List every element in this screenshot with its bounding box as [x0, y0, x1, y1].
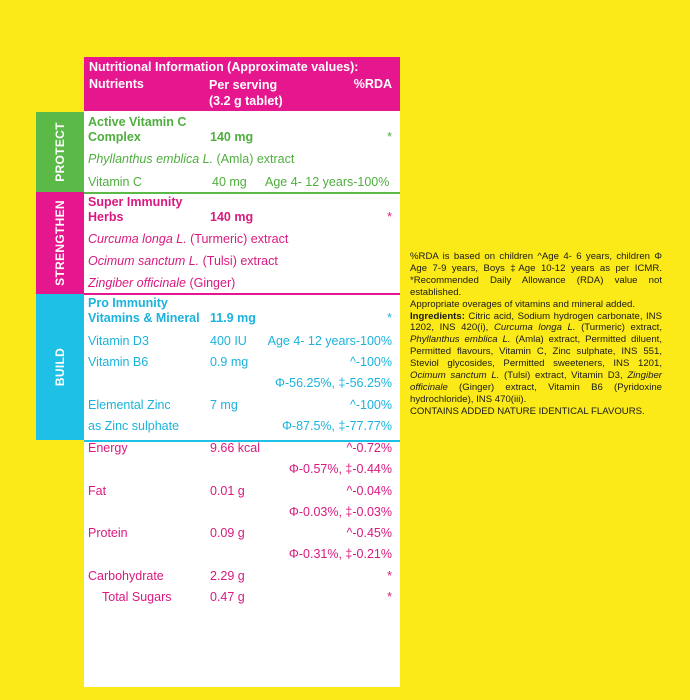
sugar-name: Total Sugars [102, 590, 172, 604]
ingredients-note: Ingredients: Citric acid, Sodium hydrogen carbonate, INS 1202, INS 420(i), Curcuma longa L. (Turmeric) extract, Phyllanthus emblica L. (Amla) extract, Permitted diluent, Permitted flavours, Vitamin C, Zinc sulphate, INS 551, Steviol glycosides, Permitted sweeteners, INS 1201, Ocimum sanctum L. (Tulsi) extract, Vitamin D3, Zingiber officinale (Ginger) extract, Vitamin B6 (Pyridoxine hydrochloride), INS 470(iii). [410, 310, 662, 405]
table-header [84, 57, 400, 111]
d3-name: Vitamin D3 [88, 334, 149, 348]
tulsi-extract: Ocimum sanctum L. (Tulsi) extract [88, 254, 278, 268]
section-build: BUILD [36, 294, 84, 440]
build-name: Pro Immunity Vitamins & Mineral [88, 296, 200, 325]
vitc-rda: Age 4- 12 years-100% [265, 175, 390, 189]
col-rda: %RDA [353, 77, 392, 91]
protein-name: Protein [88, 526, 128, 540]
divider [84, 293, 400, 295]
divider [84, 192, 400, 194]
build-rda: * [387, 311, 392, 325]
sugar-rda: * [387, 590, 392, 604]
zinc-name-2: as Zinc sulphate [88, 419, 180, 433]
strengthen-amount: 140 mg [210, 210, 254, 224]
label-notes [410, 251, 662, 418]
protect-name: Active Vitamin C Complex [88, 115, 187, 144]
protein-amount: 0.09 g [210, 526, 245, 540]
energy-rda-2: Φ-0.57%, ‡-0.44% [288, 462, 392, 476]
zinc-rda-2: Φ-87.5%, ‡-77.77% [281, 419, 392, 433]
b6-name: Vitamin B6 [88, 355, 149, 369]
fat-amount: 0.01 g [210, 484, 245, 498]
col-per-serving: Per serving (3.2 g tablet) [209, 78, 283, 108]
rda-basis-note: %RDA is based on children ^Age 4- 6 years, children Φ Age 7-9 years, Boys ‡Age 10-12 years as per ICMR. *Recommended Daily Allowance (RDA) value not established. [410, 251, 662, 298]
b6-amount: 0.9 mg [210, 355, 249, 369]
table-title: Nutritional Information (Approximate values): [89, 60, 359, 74]
fat-rda-2: Φ-0.03%, ‡-0.03% [288, 505, 392, 519]
section-strengthen: STRENGTHEN [36, 192, 84, 294]
zinc-rda-1: ^-100% [350, 398, 392, 412]
zinc-amount: 7 mg [210, 398, 238, 412]
carb-name: Carbohydrate [88, 569, 164, 583]
d3-rda: Age 4- 12 years-100% [267, 334, 392, 348]
protein-rda-1: ^-0.45% [346, 526, 392, 540]
fat-rda-1: ^-0.04% [346, 484, 392, 498]
sugar-amount: 0.47 g [210, 590, 245, 604]
turmeric-extract: Curcuma longa L. (Turmeric) extract [88, 232, 289, 246]
build-amount: 11.9 mg [210, 311, 256, 325]
energy-amount: 9.66 kcal [210, 441, 261, 455]
protect-extract: Phyllanthus emblica L. (Amla) extract [88, 152, 295, 166]
fat-name: Fat [88, 484, 107, 498]
protect-rda: * [387, 130, 392, 144]
protect-amount: 140 mg [210, 130, 254, 144]
b6-rda-2: Φ-56.25%, ‡-56.25% [275, 376, 392, 390]
section-protect: PROTECT [36, 112, 84, 192]
col-nutrients: Nutrients [89, 77, 144, 91]
zinc-name-1: Elemental Zinc [88, 398, 171, 412]
vitc-amount: 40 mg [212, 175, 247, 189]
strengthen-rda: * [387, 210, 392, 224]
vitc-name: Vitamin C [88, 175, 142, 189]
ginger-extract: Zingiber officinale (Ginger) [88, 276, 236, 290]
d3-amount: 400 IU [210, 334, 247, 348]
carb-amount: 2.29 g [210, 569, 245, 583]
overages-note: Appropriate overages of vitamins and mineral added. [410, 298, 636, 310]
strengthen-name: Super Immunity Herbs [88, 195, 183, 224]
flavours-note: CONTAINS ADDED NATURE IDENTICAL FLAVOURS. [410, 405, 645, 417]
carb-rda: * [387, 569, 392, 583]
energy-rda-1: ^-0.72% [346, 441, 392, 455]
b6-rda-1: ^-100% [350, 355, 392, 369]
protein-rda-2: Φ-0.31%, ‡-0.21% [288, 547, 392, 561]
energy-name: Energy [88, 441, 128, 455]
